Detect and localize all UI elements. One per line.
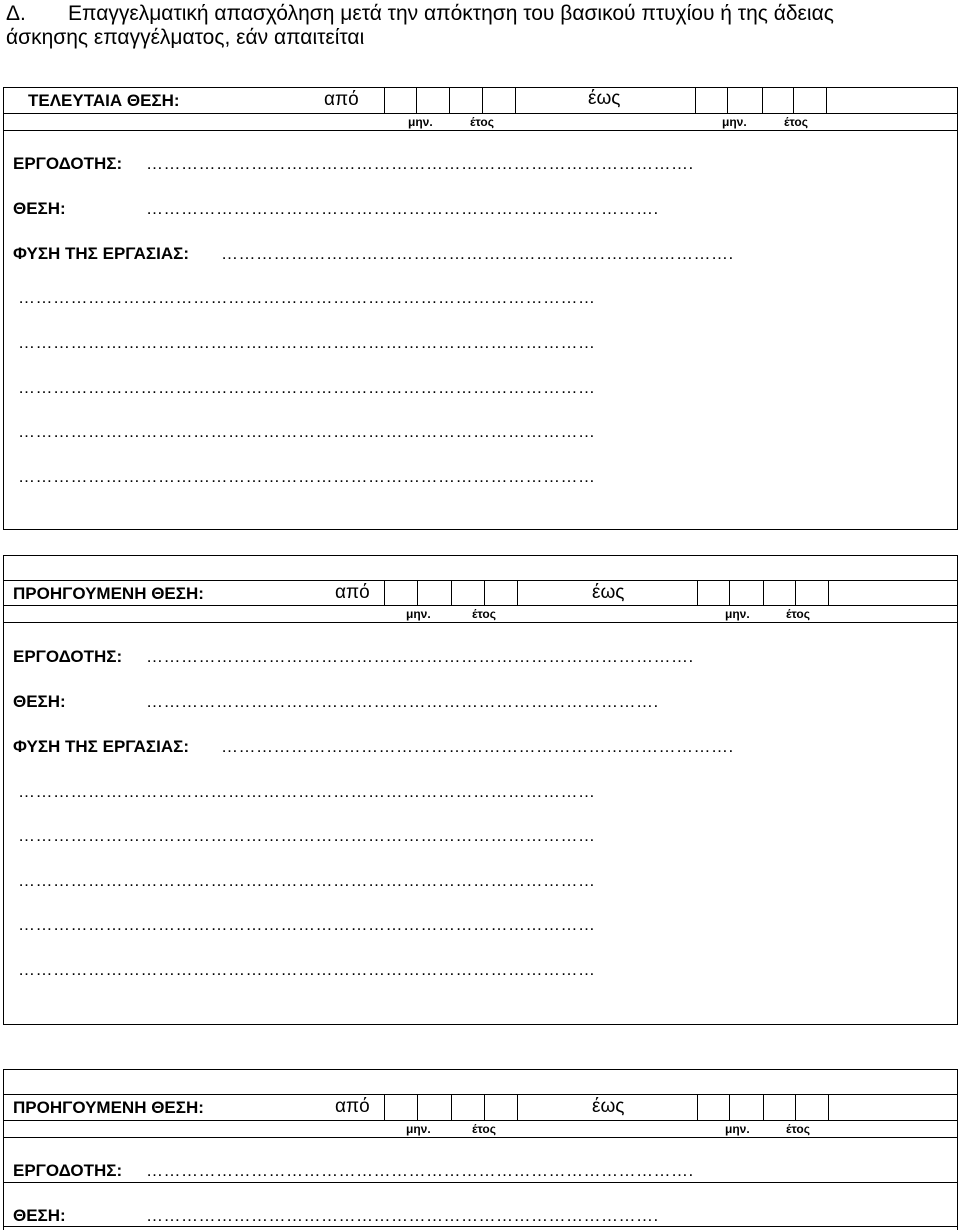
- position-fill-line: …………………………………………………………………………….: [146, 692, 659, 711]
- nature-of-work-label: ΦΥΣΗ ΤΗΣ ΕΡΓΑΣΙΑΣ:: [13, 244, 189, 263]
- from-month-caption: μην.: [406, 1122, 431, 1136]
- work-fill-line: ………………………………………………………………………………………: [18, 782, 596, 801]
- section-heading: [6, 2, 951, 50]
- work-fill-line: ………………………………………………………………………………………: [18, 467, 596, 486]
- position-label: ΘΕΣΗ:: [13, 1206, 66, 1225]
- from-year-caption: έτος: [470, 115, 495, 129]
- work-fill-line: ………………………………………………………………………………………: [18, 288, 596, 307]
- employer-label: ΕΡΓΟΔΟΤΗΣ:: [13, 154, 123, 173]
- previous-position-box-1: [3, 555, 958, 1025]
- employer-fill-line: ………………………………………………………………………………….: [146, 1161, 694, 1180]
- position-fill-line: …………………………………………………………………………….: [146, 1206, 659, 1225]
- to-label: έως: [592, 1096, 625, 1117]
- work-fill-line: ………………………………………………………………………………………: [18, 960, 596, 979]
- position-fill-line: …………………………………………………………………………….: [146, 199, 659, 218]
- last-position-label: ΤΕΛΕΥΤΑΙΑ ΘΕΣΗ:: [28, 91, 180, 110]
- position-label: ΘΕΣΗ:: [13, 692, 66, 711]
- work-fill-line: ………………………………………………………………………………………: [18, 333, 596, 352]
- employer-fill-line: ………………………………………………………………………………….: [146, 154, 694, 173]
- section-letter: Δ.: [6, 2, 26, 25]
- to-year-caption: έτος: [784, 115, 809, 129]
- work-fill-line: ………………………………………………………………………………………: [18, 826, 596, 845]
- to-month-caption: μην.: [722, 115, 747, 129]
- nature-of-work-label: ΦΥΣΗ ΤΗΣ ΕΡΓΑΣΙΑΣ:: [13, 737, 189, 756]
- position-label: ΘΕΣΗ:: [13, 199, 66, 218]
- to-year-caption: έτος: [786, 1122, 811, 1136]
- from-label: από: [335, 582, 370, 603]
- to-year-caption: έτος: [786, 607, 811, 621]
- employer-label: ΕΡΓΟΔΟΤΗΣ:: [13, 1161, 123, 1180]
- from-label: από: [324, 89, 359, 110]
- employer-fill-line: ………………………………………………………………………………….: [146, 647, 694, 666]
- previous-position-box-2: [3, 1069, 958, 1230]
- to-month-caption: μην.: [725, 607, 750, 621]
- work-fill-line: ………………………………………………………………………………………: [18, 915, 596, 934]
- row-divider: [4, 113, 957, 114]
- from-year-caption: έτος: [472, 607, 497, 621]
- work-fill-line: ………………………………………………………………………………………: [18, 871, 596, 890]
- from-year-caption: έτος: [472, 1122, 497, 1136]
- previous-position-label: ΠΡΟΗΓΟΥΜΕΝΗ ΘΕΣΗ:: [13, 1098, 204, 1117]
- last-position-box: [3, 87, 958, 530]
- to-label: έως: [588, 88, 621, 109]
- from-month-caption: μην.: [406, 607, 431, 621]
- from-label: από: [335, 1096, 370, 1117]
- from-month-caption: μην.: [408, 115, 433, 129]
- nature-fill-line: …………………………………………………………………………….: [221, 244, 734, 263]
- work-fill-line: ………………………………………………………………………………………: [18, 422, 596, 441]
- to-label: έως: [592, 582, 625, 603]
- heading-line-1: Επαγγελματική απασχόληση μετά την απόκτηση του βασικού πτυχίου ή της άδειας: [68, 2, 834, 25]
- heading-line-2: άσκησης επαγγέλματος, εάν απαιτείται: [6, 26, 365, 49]
- previous-position-label: ΠΡΟΗΓΟΥΜΕΝΗ ΘΕΣΗ:: [13, 584, 204, 603]
- work-fill-line: ………………………………………………………………………………………: [18, 378, 596, 397]
- employer-label: ΕΡΓΟΔΟΤΗΣ:: [13, 647, 123, 666]
- row-divider: [4, 130, 957, 131]
- nature-fill-line: …………………………………………………………………………….: [221, 737, 734, 756]
- to-month-caption: μην.: [725, 1122, 750, 1136]
